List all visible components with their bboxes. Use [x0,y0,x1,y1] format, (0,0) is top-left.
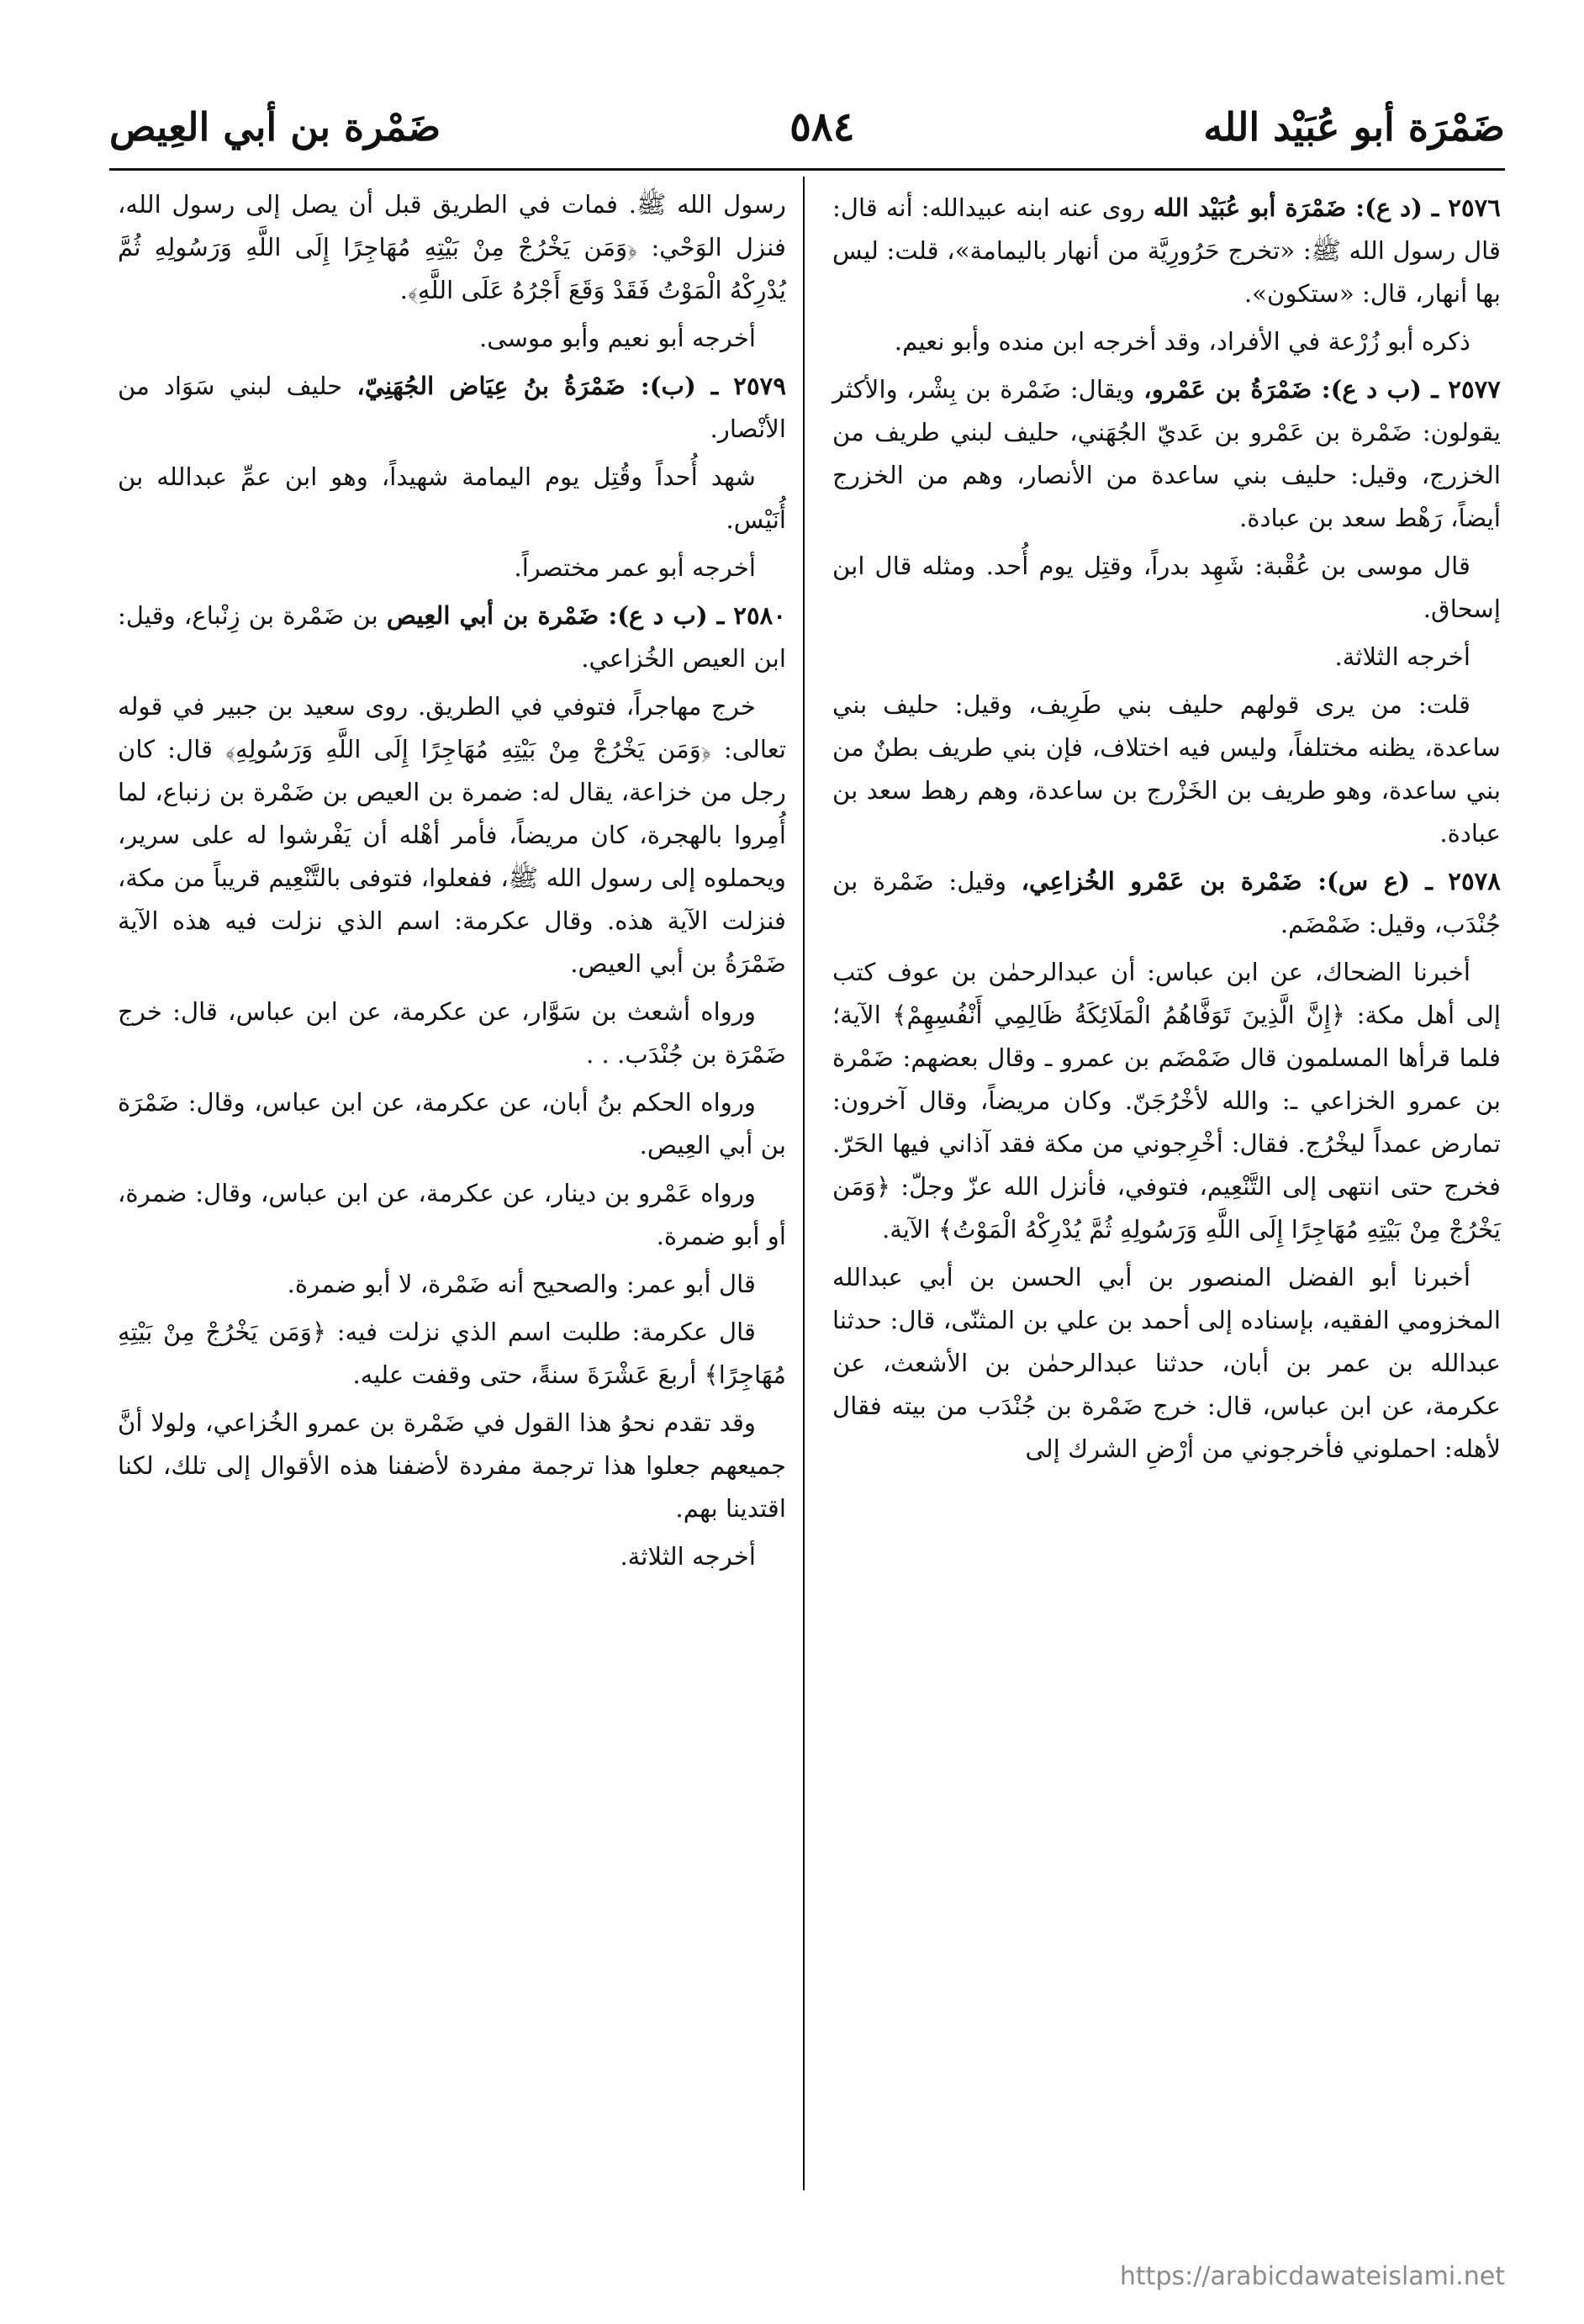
paragraph: ورواه أشعث بن سَوَّار، عن عكرمة، عن ابن عباس، قال: خرج ضَمْرَة بن جُنْدَب. . . [118,997,786,1069]
entry-text: وقيل: ضَمْرة بن جُنْدَب، وقيل: ضَمْضَم. [832,867,1501,938]
paragraph: أخبرنا الضحاك، عن ابن عباس: أن عبدالرحمٰن بن عوف كتب إلى أهل مكة: ﴿إِنَّ الَّذِينَ تَوَفَّاهُمُ الْمَلَائِكَةُ ظَالِمِي أَنْفُسِهِمْ﴾ الآية؛ فلما قرأها المسلمون قال ضَمْضَم بن عمرو ـ وقال بعضهم: ضَمْرة بن عمرو الخزاعي ـ: والله لأخْرُجَنّ. وكان مريضاً، وقال آخرون: تمارض عمداً ليخْرُج. فقال: أخْرِجوني من مكة فقد آذاني فيها الحَرّ. فخرج حتى انتهى إلى التَّنْعِيم، فتوفي، فأنزل الله عزّ وجلّ: ﴿وَمَن يَخْرُجْ مِنْ بَيْتِهِ مُهَاجِرًا إِلَى اللَّهِ وَرَسُولِهِ ثُمَّ يُدْرِكْهُ الْمَوْتُ﴾ الآية. [832,958,1501,1244]
paragraph: قال عكرمة: طلبت اسم الذي نزلت فيه: ﴿وَمَن يَخْرُجْ مِنْ بَيْتِهِ مُهَاجِرًا﴾ أربعَ عَشْرَةَ سنةً، حتى وقفت عليه. [118,1318,786,1389]
right-column [832,183,1501,1476]
paragraph: أخرجه الثلاثة. [620,1542,756,1571]
paragraph: أخبرنا أبو الفضل المنصور بن أبي الحسن بن أبي عبدالله المخزومي الفقيه، بإسناده إلى أحمد بن علي بن المثنّى، قال: حدثنا عبدالله بن عمر بن أبان، حدثنا عبدالرحمٰن بن الأشعث، عن عكرمة، عن ابن عباس، قال: خرج ضَمْرة بن جُنْدَب من بيته فقال لأهله: احملوني فأخرجوني من أرْضِ الشرك إلى [832,1263,1501,1463]
entry-text: روى عنه ابنه عبيدالله: أنه قال: قال رسول الله ﷺ: «تخرج حَرُورِيَّة من أنهار باليمامة»، قلت: ليس بها أنهار، قال: «ستكون». [832,193,1501,308]
page-number: ٥٨٤ [789,103,855,151]
entry-heading: ٢٥٧٨ ـ (ع س): ضَمْرة بن عَمْرو الخُزاعِي، [1021,867,1501,895]
paragraph: قال موسى بن عُقْبة: شَهِد بدراً، وقتِل يوم أُحد. ومثله قال ابن إسحاق. [832,552,1501,623]
entry-heading: ٢٥٧٩ ـ (ب): ضَمْرَةُ بنُ عِيَاض الجُهَنِيّ، [356,372,787,400]
entry-text: ويقال: ضَمْرة بن بِشْر، والأكثر يقولون: ضَمْرة بن عَمْرو بن عَديّ الجُهَني، حليف لبني طريف من الخزرج، وقيل: حليف بني ساعدة من الأنصار، وهم من الخزرج أيضاً، رَهْط سعد بن عبادة. [832,375,1501,532]
paragraph: أخرجه أبو نعيم وأبو موسى. [479,324,756,352]
paragraph: قال أبو عمر: والصحيح أنه ضَمْرة، لا أبو ضمرة. [287,1270,756,1298]
entry-text: بن ضَمْرة بن زِنْباع، وقيل: ابن العيص الخُزاعي. [118,601,786,673]
left-column [118,183,786,1583]
paragraph: وقد تقدم نحوُ هذا القول في ضَمْرة بن عمرو الخُزاعي، ولولا أنَّ جميعهم جعلوا هذا ترجمة مفردة لأضفنا هذه الأقوال إلى تلك، لكنا اقتدينا بهم. [118,1408,786,1523]
entry-2576 [832,187,1501,315]
paragraph: ذكره أبو زُرْعة في الأفراد، وقد أخرجه ابن منده وأبو نعيم. [894,327,1470,356]
paragraph: ورواه عَمْرو بن دينار، عن عكرمة، عن ابن عباس، وقال: ضمرة، أو أبو ضمرة. [118,1179,786,1250]
paragraph: شهد أُحداً وقُتِل يوم اليمامة شهيداً، وهو ابن عمِّ عبدالله بن أُنَيْس. [118,462,786,534]
paragraph: رسول الله ﷺ. فمات في الطريق قبل أن يصل إلى رسول الله، فنزل الوَحْي: ﴿وَمَن يَخْرُجْ مِنْ بَيْتِهِ مُهَاجِرًا إِلَى اللَّهِ وَرَسُولِهِ ثُمَّ يُدْرِكْهُ الْمَوْتُ فَقَدْ وَقَعَ أَجْرُهُ عَلَى اللَّهِ﴾. [118,190,786,304]
header-right-title: ضَمْرَة أبو عُبَيْد الله [1203,104,1505,150]
entry-heading: ٢٥٨٠ ـ (ب د ع): ضَمْرة بن أبي العِيص [386,601,787,630]
paragraph: ورواه الحكم بنُ أبان، عن عكرمة، عن ابن عباس، وقال: ضَمْرَة بن أبي العِيص. [118,1088,786,1159]
paragraph: أخرجه أبو عمر مختصراً. [514,553,756,582]
paragraph: خرج مهاجراً، فتوفي في الطريق. روى سعيد بن جبير في قوله تعالى: ﴿وَمَن يَخْرُجْ مِنْ بَيْتِهِ مُهَاجِرًا إِلَى اللَّهِ وَرَسُولِهِ﴾ قال: كان رجل من خزاعة، يقال له: ضمرة بن العيص بن ضَمْرة بن زنباع، لما أُمِروا بالهجرة، كان مريضاً، فأمر أهْله أن يَفْرشوا له على سرير، ويحملوه إلى رسول الله ﷺ، ففعلوا، فتوفى بالتَّنْعِيم قريباً من مكة، فنزلت الآية هذه. وقال عكرمة: اسم الذي نزلت فيه هذه الآية ضَمْرَةُ بن أبي العيص. [118,692,786,978]
header-rule [109,168,1505,171]
entry-heading: ٢٥٧٦ ـ (د ع): ضَمْرَة أبو عُبَيْد الله [1153,193,1501,222]
watermark-url: https://arabicdawateislami.net [1119,2262,1505,2291]
paragraph: قلت: من يرى قولهم حليف بني طَرِيف، وقيل: حليف بني ساعدة، يظنه مختلفاً، وليس فيه اختلاف، فإن بني طريف بطنٌ من بني ساعدة، وهو طريف بن الخَزْرج بن ساعدة، وهم رهط سعد بن عبادة. [832,690,1501,848]
column-divider [803,177,805,2190]
paragraph: أخرجه الثلاثة. [1334,642,1470,671]
entry-2579 [118,365,786,451]
entry-2577 [832,368,1501,540]
entry-2578 [832,860,1501,946]
page-header [109,94,1505,160]
entry-text: حليف لبني سَوَاد من الأنْصار. [118,372,786,443]
header-left-title: ضَمْرة بن أبي العِيص [109,104,441,150]
entry-2580 [118,594,786,680]
entry-heading: ٢٥٧٧ ـ (ب د ع): ضَمْرَةُ بن عَمْرو، [1143,375,1501,404]
